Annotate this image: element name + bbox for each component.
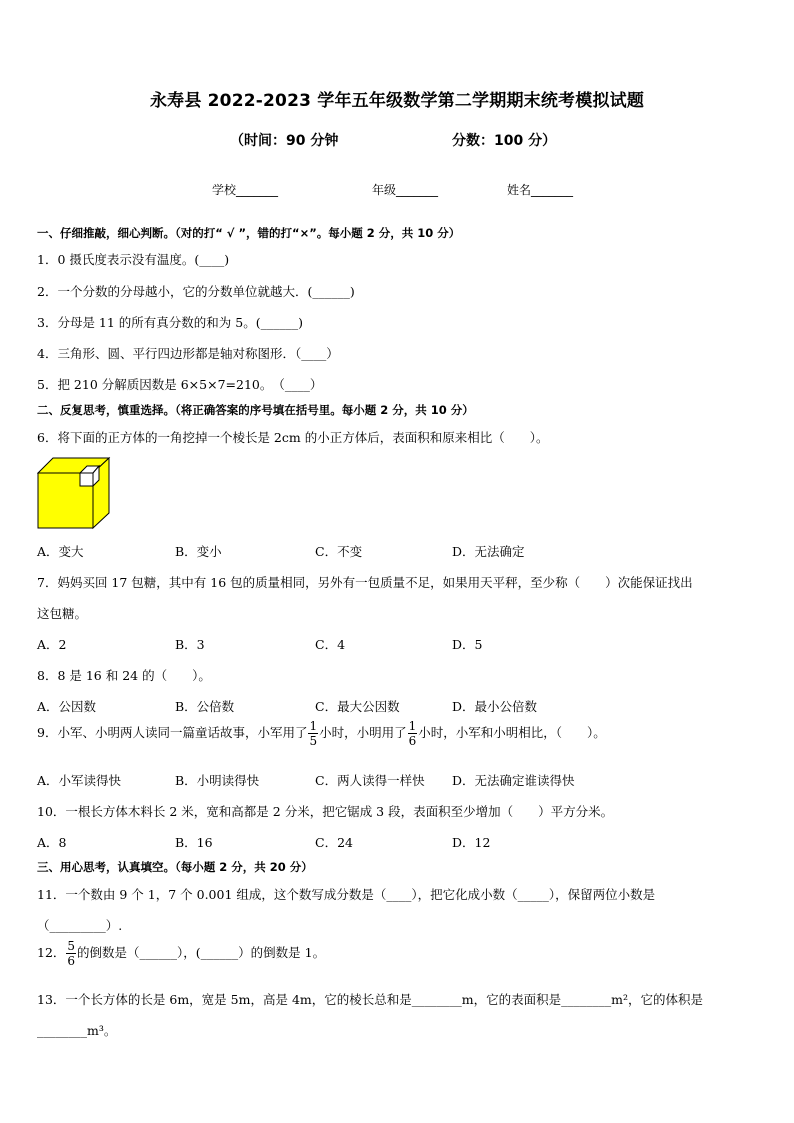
q6-option-d: D．无法确定 (452, 544, 525, 559)
section-1-heading: 一、仔细推敲，细心判断。（对的打“ √ ”，错的打“×”。每小题 2 分，共 10 分） (37, 226, 461, 240)
question-5: 5．把 210 分解质因数是 6×5×7=210。 （____） (37, 377, 323, 392)
question-11-line1: 11．一个数由 9 个 1，7 个 0.001 组成，这个数写成分数是（____），把它化成小数（_____），保留两位小数是 (37, 887, 656, 902)
fraction-numerator: 5 (67, 939, 76, 953)
cube-figure (37, 456, 113, 530)
question-4: 4．三角形、圆、平行四边形都是轴对称图形．（____） (37, 346, 339, 361)
fraction-denominator: 6 (67, 954, 76, 968)
q8-option-a: A．公因数 (37, 699, 97, 714)
fraction-five-sixths (66, 940, 76, 967)
q9-text-part2: 小时，小明用了 (319, 725, 407, 740)
question-7-line2: 这包糖。 (37, 606, 88, 621)
q12-text: 的倒数是（______），(______）的倒数是 1。 (77, 945, 326, 960)
fraction-numerator: 1 (408, 719, 417, 733)
fraction-one-sixth (408, 720, 418, 747)
exam-time: （时间：90 分钟 (230, 133, 339, 149)
question-13-line1: 13．一个长方体的长是 6m，宽是 5m，高是 4m，它的棱长总和是________m，它的表面积是________m²，它的体积是 (37, 992, 703, 1007)
fraction-denominator: 6 (408, 734, 417, 748)
q9-option-a: A．小军读得快 (37, 773, 122, 788)
section-3-heading: 三、用心思考，认真填空。（每小题 2 分，共 20 分） (37, 860, 313, 874)
q7-option-a: A．2 (37, 637, 67, 652)
q9-text-part1: 9．小军、小明两人读同一篇童话故事，小军用了 (37, 725, 308, 740)
q6-option-c: C．不变 (315, 544, 363, 559)
q9-option-c: C．两人读得一样快 (315, 773, 425, 788)
name-field: 姓名_______ (507, 183, 574, 197)
q10-option-d: D．12 (452, 835, 491, 850)
question-9 (37, 720, 606, 747)
q7-option-b: B．3 (175, 637, 205, 652)
q6-option-a: A．变大 (37, 544, 84, 559)
q9-text-part3: 小时，小军和小明相比，（ ）。 (418, 725, 606, 740)
page-title: 永寿县 2022-2023 学年五年级数学第二学期期末统考模拟试题 (149, 91, 645, 111)
q9-option-d: D．无法确定谁读得快 (452, 773, 575, 788)
question-12 (37, 940, 325, 967)
question-2: 2．一个分数的分母越小，它的分数单位就越大．(______) (37, 284, 355, 299)
question-3: 3．分母是 11 的所有真分数的和为 5。(______) (37, 315, 303, 330)
q12-number: 12． (37, 945, 66, 960)
q8-option-c: C．最大公因数 (315, 699, 400, 714)
question-8: 8．8 是 16 和 24 的（ ）。 (37, 668, 211, 683)
question-7-line1: 7．妈妈买回 17 包糖，其中有 16 包的质量相同，另外有一包质量不足，如果用天平秤，至少称（ ）次能保证找出 (37, 575, 693, 590)
fraction-numerator: 1 (309, 719, 318, 733)
exam-score: 分数：100 分） (452, 133, 557, 149)
q8-option-b: B．公倍数 (175, 699, 235, 714)
q10-option-b: B．16 (175, 835, 213, 850)
q10-option-a: A．8 (37, 835, 67, 850)
question-11-line2: （_________）. (37, 918, 123, 933)
section-2-heading: 二、反复思考，慎重选择。（将正确答案的序号填在括号里。每小题 2 分，共 10 分） (37, 403, 474, 417)
fraction-denominator: 5 (309, 734, 318, 748)
question-10: 10．一根长方体木料长 2 米，宽和高都是 2 分米，把它锯成 3 段，表面积至少增加（ ）平方分米。 (37, 804, 614, 819)
q10-option-c: C．24 (315, 835, 353, 850)
grade-field: 年级_______ (372, 183, 439, 197)
q9-option-b: B．小明读得快 (175, 773, 260, 788)
q7-option-c: C．4 (315, 637, 346, 652)
q8-option-d: D．最小公倍数 (452, 699, 538, 714)
q6-option-b: B．变小 (175, 544, 222, 559)
q7-option-d: D．5 (452, 637, 483, 652)
question-6: 6．将下面的正方体的一角挖掉一个棱长是 2cm 的小正方体后，表面积和原来相比（ ）。 (37, 430, 549, 445)
fraction-one-fifth (308, 720, 318, 747)
school-field: 学校_______ (212, 183, 279, 197)
question-1: 1．0 摄氏度表示没有温度。(____) (37, 252, 230, 267)
question-13-line2: ________m³。 (37, 1023, 117, 1038)
